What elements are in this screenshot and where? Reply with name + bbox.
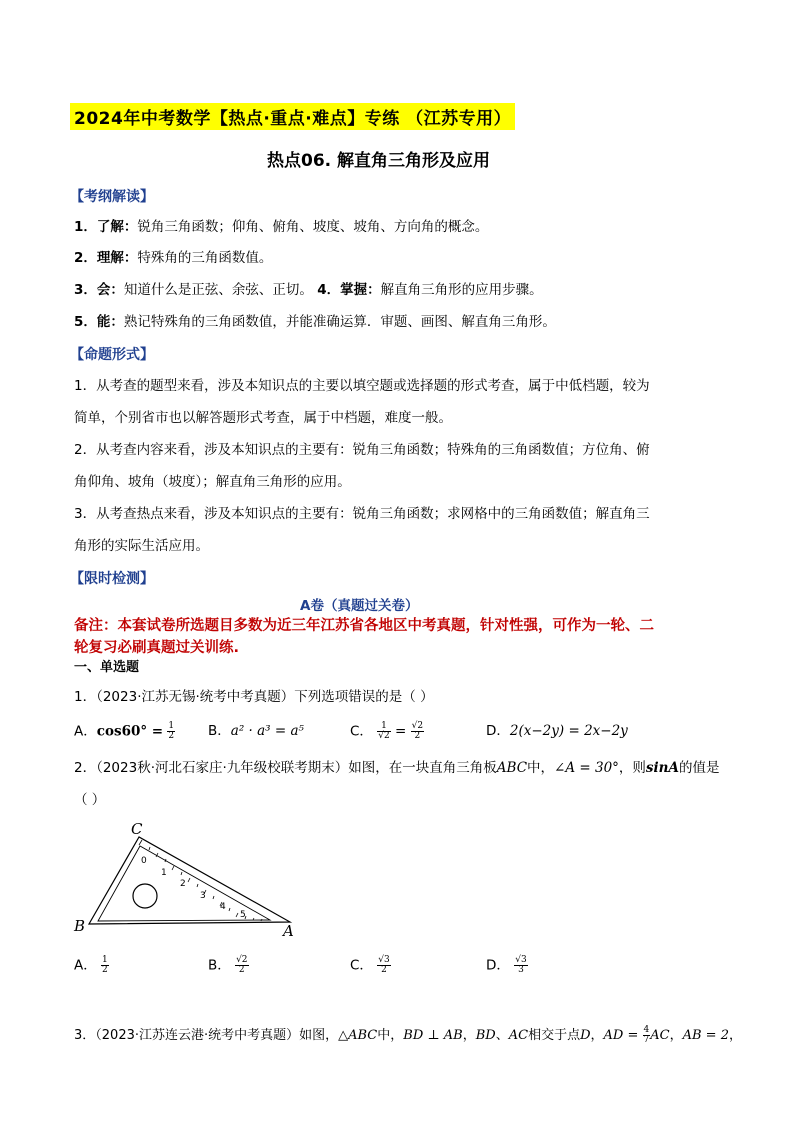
q1-option-a: A．cos60° = $\frac{1}{2}$ [74, 721, 175, 741]
vertex-a-label: A [283, 922, 294, 940]
q2-option-a: A． $\frac{1}{2}$ [74, 955, 108, 975]
note-line-2: 轮复习必刷真题过关训练. [74, 640, 240, 656]
fraction: $\frac{1}{2}$ [102, 955, 108, 975]
form-line-1: 1．从考查的题型来看，涉及本知识点的主要以填空题或选择题的形式考查，属于中低档题，较为 [74, 378, 650, 394]
fraction: $\frac{√3}{3}$ [515, 955, 527, 975]
tick-label: 5 [240, 910, 246, 920]
question-2-stem: 2．（2023秋·河北石家庄·九年级校联考期末）如图，在一块直角三角板ABC中，∠A = 30°，则sinA的值是 [74, 760, 720, 776]
vertex-c-label: C [131, 820, 143, 838]
triangle-hole [133, 884, 157, 908]
fraction: $\frac{4}{7}$ [643, 1025, 650, 1045]
form-line-6: 角形的实际生活应用。 [74, 538, 209, 554]
form-line-2: 简单，个别省市也以解答题形式考查，属于中档题，难度一般。 [74, 410, 452, 426]
question-3-stem: 3．（2023·江苏连云港·统考中考真题）如图，△ABC中，BD ⊥ AB，BD、AC相交于点D，AD = $\frac{4}{7}$ AC，AB = 2， [74, 1025, 742, 1045]
header-banner: 2024年中考数学【热点·重点·难点】专练 （江苏专用） [70, 103, 515, 130]
section-title: 一、单选题 [74, 660, 140, 675]
question-1-stem: 1．（2023·江苏无锡·统考中考真题）下列选项错误的是（ ） [74, 689, 434, 705]
syllabus-item-1: 1．了解：锐角三角函数；仰角、俯角、坡度、坡角、方向角的概念。 [74, 219, 489, 235]
q2-option-b: B． $\frac{√2}{2}$ [208, 955, 248, 975]
test-heading: 【限时检测】 [70, 571, 154, 587]
triangle-outer [89, 837, 290, 924]
q2-option-c: C． $\frac{√3}{2}$ [350, 955, 390, 975]
fraction: $\frac{√3}{2}$ [378, 955, 390, 975]
tick-label: 0 [141, 856, 147, 866]
fraction: $\frac{1}{2}$ [168, 721, 175, 741]
fraction: $\frac{√2}{2}$ [236, 955, 248, 975]
q2-option-d: D． $\frac{√3}{3}$ [486, 955, 527, 975]
tick-label: 4 [220, 902, 226, 912]
form-line-3: 2．从考查内容来看，涉及本知识点的主要有：锐角三角函数；特殊角的三角函数值；方位角、俯 [74, 442, 650, 458]
syllabus-item-2: 2．理解：特殊角的三角函数值。 [74, 250, 273, 266]
tick-label: 2 [180, 879, 186, 889]
volume-title: A卷（真题过关卷） [300, 598, 419, 614]
note-line-1: 备注：本套试卷所选题目多数为近三年江苏省各地区中考真题，针对性强，可作为一轮、二 [74, 618, 654, 634]
form-heading: 【命题形式】 [70, 347, 154, 363]
fraction: $\frac{1}{√2}$ [378, 721, 390, 741]
syllabus-item-5: 5．能：熟记特殊角的三角函数值，并能准确运算．审题、画图、解直角三角形。 [74, 314, 556, 330]
syllabus-item-3: 3．会：知道什么是正弦、余弦、正切。 4．掌握：解直角三角形的应用步骤。 [74, 282, 543, 298]
syllabus-heading: 【考纲解读】 [70, 189, 154, 205]
vertex-b-label: B [74, 917, 86, 935]
q1-option-b: B．a² · a³ = a⁵ [208, 723, 304, 739]
tick-label: 1 [161, 868, 167, 878]
q1-option-d: D．2(x−2y) = 2x−2y [486, 723, 628, 739]
triangle-ruler-figure [70, 818, 310, 940]
fraction: $\frac{√2}{2}$ [411, 721, 424, 741]
form-line-4: 角仰角、坡角（坡度）；解直角三角形的应用。 [74, 474, 351, 490]
question-2-paren: （ ） [74, 792, 106, 808]
tick-label: 3 [200, 891, 206, 901]
page-title: 热点06. 解直角三角形及应用 [267, 151, 491, 171]
q1-option-c: C． $\frac{1}{√2}$ = $\frac{√2}{2}$ [350, 721, 424, 741]
form-line-5: 3．从考查热点来看，涉及本知识点的主要有：锐角三角函数；求网格中的三角函数值；解直角三 [74, 506, 650, 522]
